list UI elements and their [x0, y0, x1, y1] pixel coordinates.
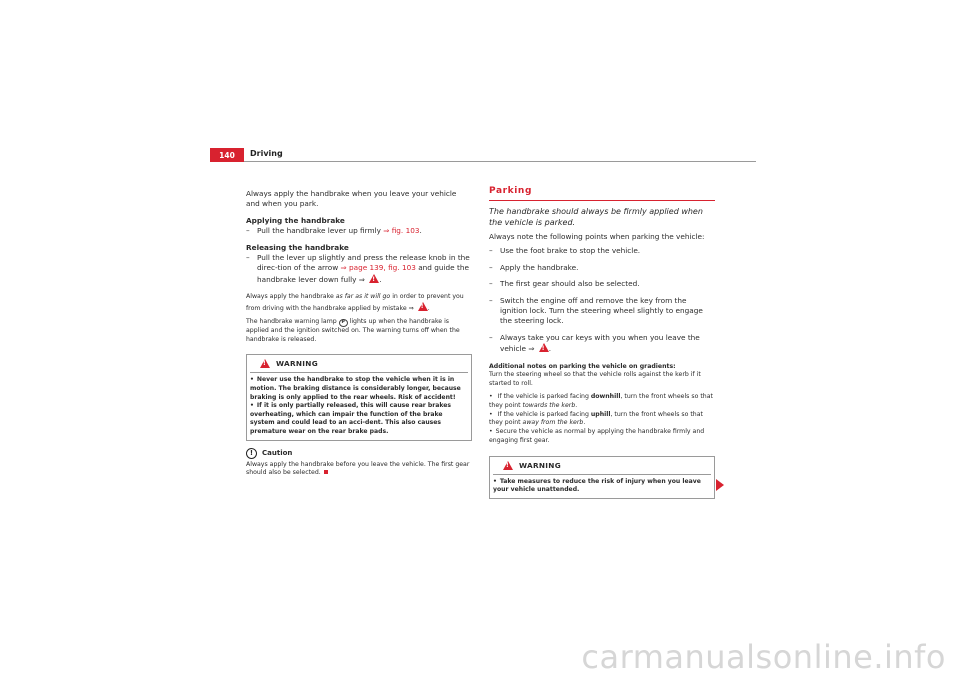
applying-heading: Applying the handbrake [246, 215, 345, 225]
warning-bullet: • If it is only partially released, this will cause rear brakes overheating, which can impair the function of the brake system and could lead to an acci-dent. This also causes premature wear on the rear brake pads. [250, 402, 468, 436]
bullet1-bold: downhill [590, 393, 621, 401]
bullet2-text-a: If the vehicle is parked facing [497, 410, 589, 418]
gradient-heading: Additional notes on parking the vehicle on gradients: [489, 362, 676, 370]
step5-arrow: ⇒ [528, 344, 535, 354]
bullet2-italic: away from the kerb [522, 419, 584, 427]
releasing-step-text-a: Pull the lever up slightly and press the release knob in the direc-tion of the arrow [257, 253, 470, 273]
warning-title: WARNING [519, 460, 562, 470]
caution-text-content: Always apply the handbrake before you leave the vehicle. The first gear should also be selected. [246, 460, 470, 477]
fig-103-link[interactable]: ⇒ fig. 103 [383, 226, 420, 236]
right-column [489, 186, 715, 499]
releasing-heading: Releasing the handbrake [246, 242, 349, 252]
warning-header [493, 459, 711, 475]
page-139-link[interactable]: ⇒ page 139, fig. 103 [340, 263, 416, 273]
parking-step [489, 333, 715, 355]
handbrake-note-1 [246, 293, 472, 314]
applying-step [246, 226, 472, 236]
gradient-bullet-downhill [489, 393, 715, 411]
parking-step: – The first gear should also be selected. [489, 279, 715, 289]
note1-end: . [427, 305, 430, 313]
note2-text-a: The handbrake warning lamp [246, 317, 337, 325]
warning-bullet: • Never use the handbrake to stop the vehicle when it is in motion. The braking distance is considerably longer, because braking is only applied to the rear wheels. Risk of accident! [250, 376, 468, 402]
chapter-title: Driving [250, 149, 283, 158]
warning-bullet: • Take measures to reduce the risk of injury when you leave your vehicle unattended. [493, 478, 711, 495]
bullet2-bold: uphill [590, 410, 611, 418]
note1-text-a: Always apply the handbrake [246, 293, 334, 301]
gradient-bullet-uphill [489, 411, 715, 429]
warning-triangle-icon [260, 359, 270, 368]
releasing-step [246, 253, 472, 285]
warning-box [489, 456, 715, 499]
caution-exclamation-icon: ! [246, 448, 257, 459]
section-subtitle: The handbrake should always be firmly applied when the vehicle is parked. [489, 207, 703, 227]
warning-box [246, 354, 472, 440]
warning-title: WARNING [276, 359, 319, 369]
parking-step: – Switch the engine off and remove the key from the ignition lock. Turn the steering wheel slightly to engage the steering lock. [489, 296, 715, 327]
section-title-parking: Parking [489, 186, 715, 201]
parking-step: – Use the foot brake to stop the vehicle. [489, 246, 715, 256]
applying-step-end: . [419, 226, 422, 236]
releasing-step-end: . [379, 274, 382, 284]
watermark: carmanualsonline.info [581, 638, 946, 676]
handbrake-note-2 [246, 318, 472, 345]
warning-header [250, 357, 468, 373]
warning-triangle-icon[interactable] [369, 274, 382, 284]
page-number: 140 [210, 148, 244, 162]
parking-intro: Always note the following points when parking the vehicle: [489, 232, 705, 241]
caution-title: Caution [262, 449, 293, 458]
bullet1-italic: towards the kerb [522, 401, 576, 409]
caution-header [246, 448, 472, 459]
warning-triangle-icon [503, 461, 513, 470]
handbrake-lamp-icon: P [339, 319, 348, 327]
header-rule [244, 161, 756, 162]
warning-triangle-icon[interactable] [418, 302, 428, 311]
releasing-step-text-b: and guide the handbrake lever down fully ⇒ [257, 263, 469, 284]
bullet2-end: . [583, 419, 586, 427]
gradient-intro: Turn the steering wheel so that the vehicle rolls against the kerb if it started to roll. [489, 371, 701, 388]
bullet2-text-b: , turn the front wheels so that they point [489, 410, 703, 427]
warning-triangle-icon[interactable] [539, 343, 552, 354]
step5-end: . [548, 344, 552, 354]
caution-text [246, 461, 472, 479]
gradient-bullet-secure: • Secure the vehicle as normal by applying the handbrake firmly and engaging first gear. [489, 428, 715, 446]
note1-italic: as far as it will go [335, 293, 391, 301]
bullet1-text-b: , turn the front wheels so that they point [489, 393, 713, 409]
applying-step-text: Pull the handbrake lever up firmly [257, 226, 381, 236]
bullet1-end: . [575, 401, 578, 409]
note1-text-b: in order to prevent you from driving with the handbrake applied by mistake ⇒ [246, 293, 464, 313]
step5-text: Always take you car keys with you when you leave the vehicle [500, 332, 700, 354]
next-page-arrow-icon[interactable] [716, 479, 724, 491]
bullet1-text-a: If the vehicle is parked facing [497, 393, 589, 401]
note2-text-b: lights up when the handbrake is applied and the ignition switched on. The warning turns off when the handbrake is released. [246, 317, 460, 343]
section-end-mark [324, 470, 328, 474]
parking-step: – Apply the handbrake. [489, 263, 715, 273]
left-column [246, 189, 472, 478]
handbrake-intro: Always apply the handbrake when you leave your vehicle and when you park. [246, 189, 457, 209]
